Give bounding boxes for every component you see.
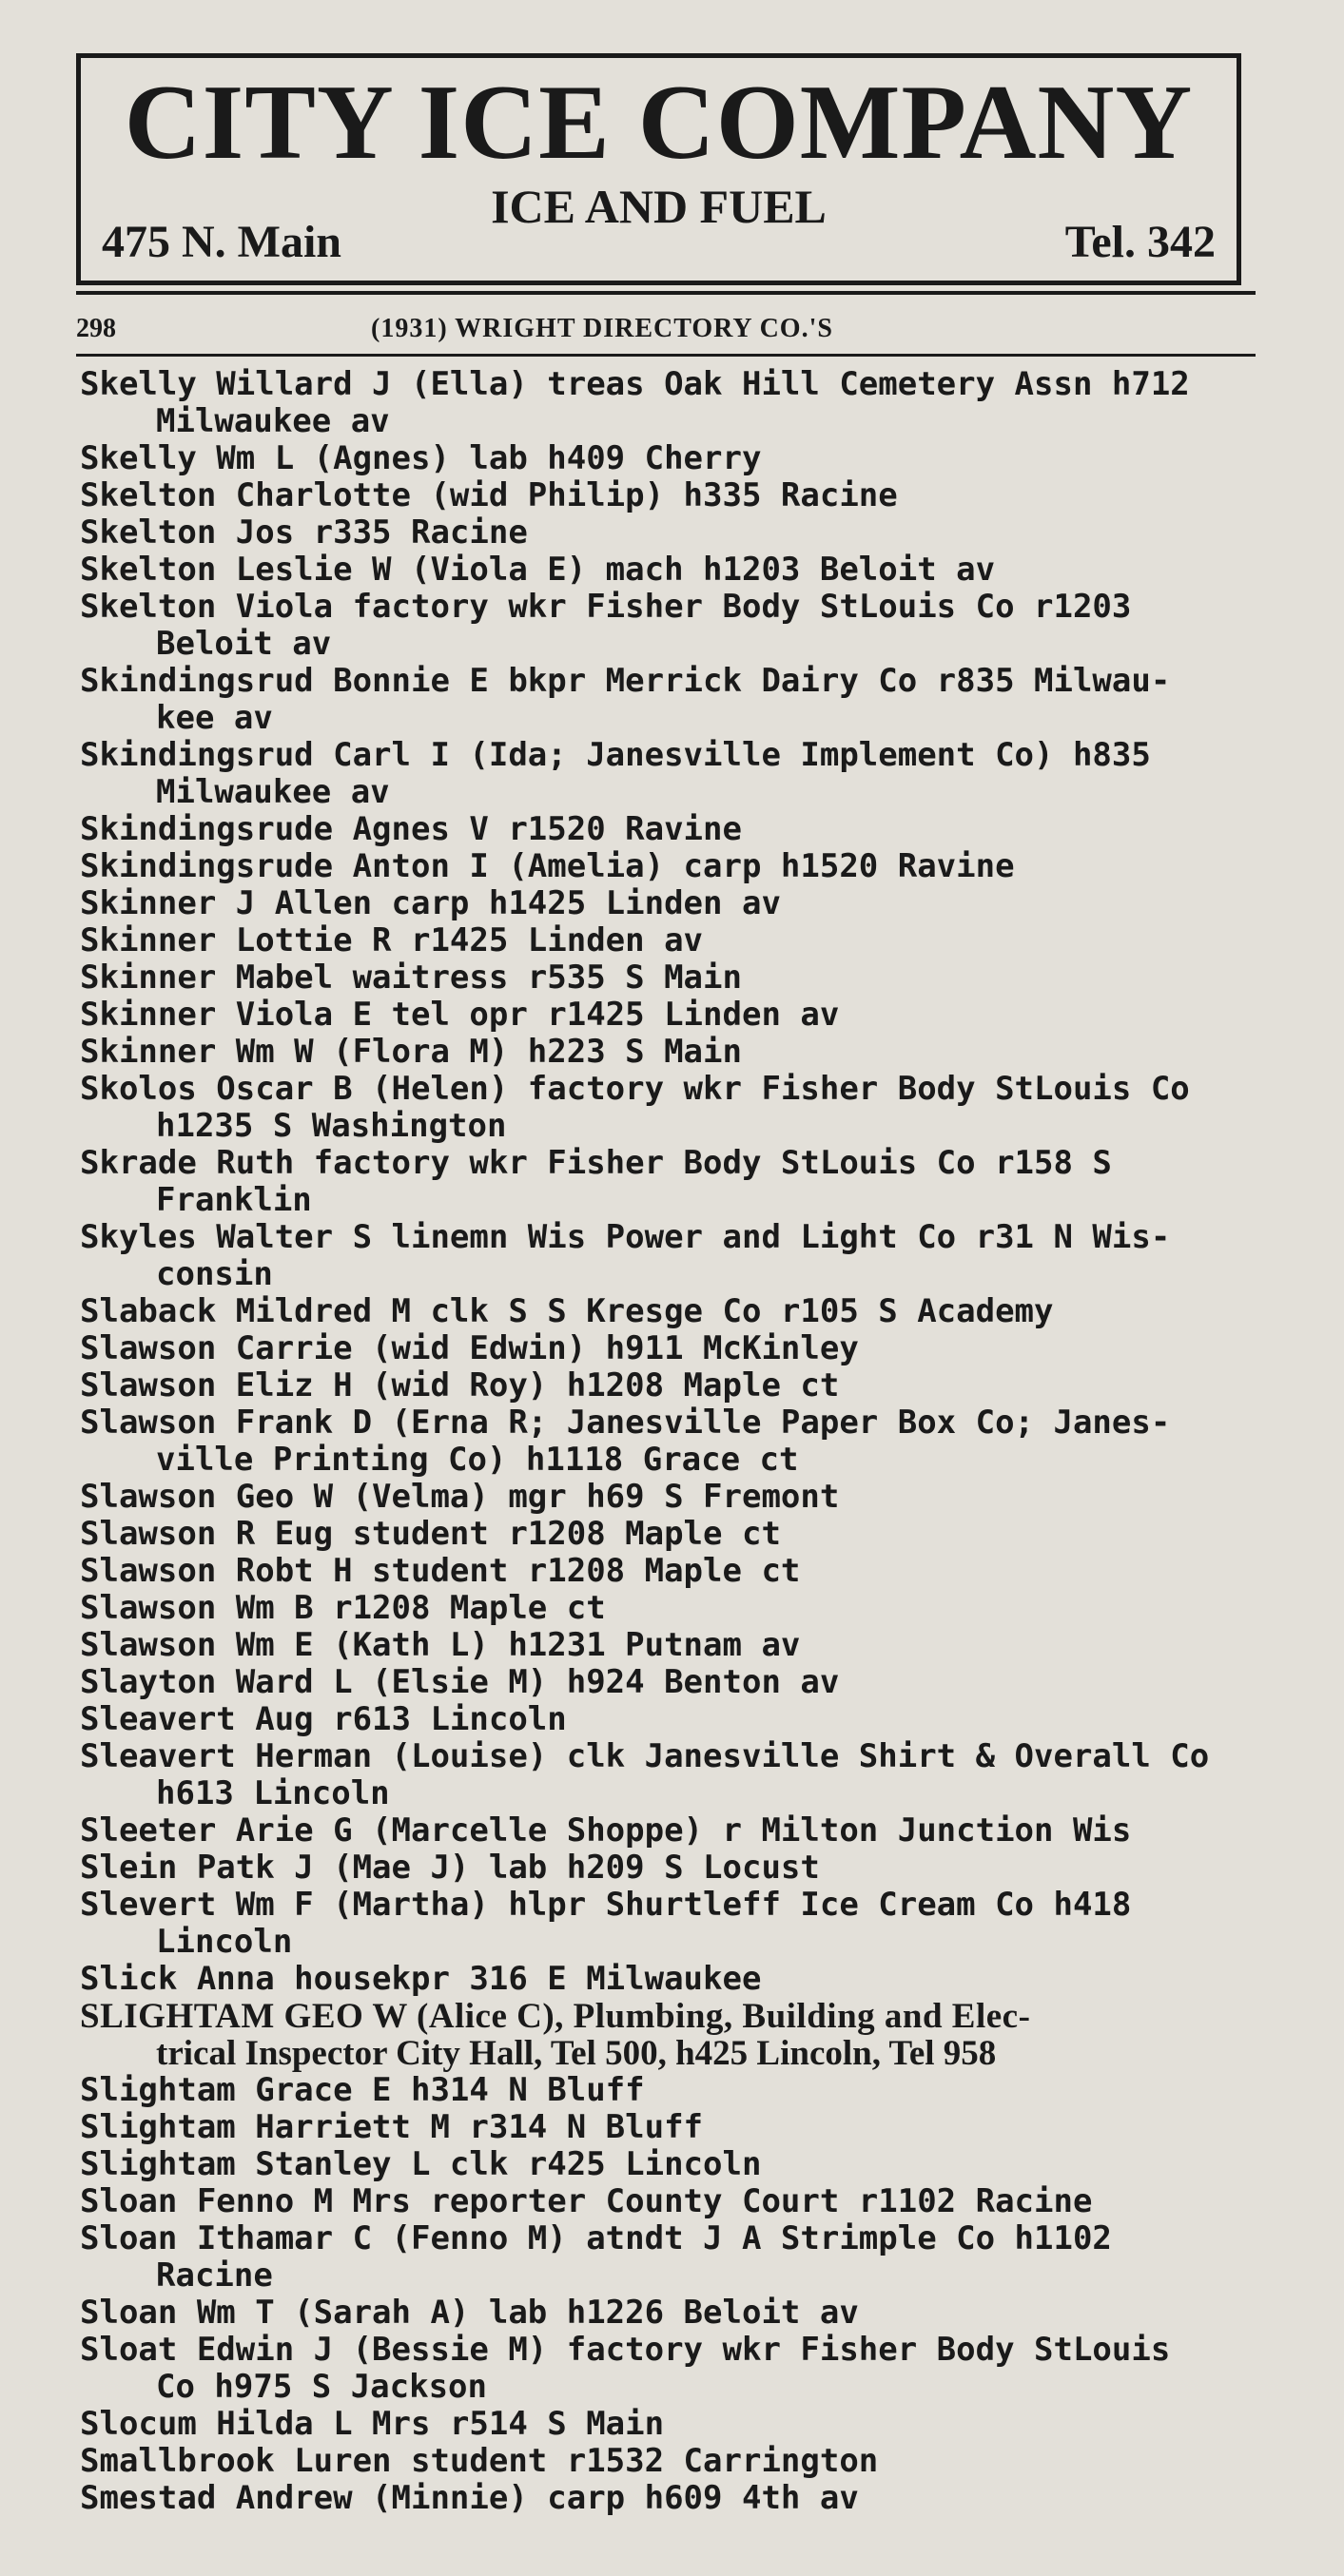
entry-line: Smestad Andrew (Minnie) carp h609 4th av: [80, 2479, 859, 2517]
directory-entry: [80, 1738, 1259, 1812]
entry-line: Skolos Oscar B (Helen) factory wkr Fisher Body StLouis Co: [80, 1070, 1190, 1108]
directory-entry: [80, 1961, 1259, 1998]
directory-entry: [80, 589, 1259, 663]
publisher-line: (1931) WRIGHT DIRECTORY CO.'S: [371, 314, 833, 343]
entry-continuation-line: h613 Lincoln: [156, 1774, 390, 1812]
entry-line: Skinner Lottie R r1425 Linden av: [80, 921, 704, 959]
directory-entry: [80, 959, 1259, 997]
directory-entry: [80, 1850, 1259, 1887]
directory-entry: [80, 1404, 1259, 1479]
directory-entry: [80, 2220, 1259, 2295]
entry-line: Slein Patk J (Mae J) lab h209 S Locust: [80, 1849, 820, 1887]
directory-entry: [80, 1367, 1259, 1404]
entry-continuation-line: Lincoln: [156, 1923, 293, 1961]
entry-line: Sleavert Herman (Louise) clk Janesville Shirt & Overall Co: [80, 1737, 1210, 1775]
entry-line: Slawson Geo W (Velma) mgr h69 S Fremont: [80, 1478, 840, 1516]
entry-continuation-line: Milwaukee av: [156, 773, 390, 811]
entry-line: Skindingsrud Carl I (Ida; Janesville Implement Co) h835: [80, 736, 1151, 774]
directory-entry: [80, 737, 1259, 811]
entry-line: Slick Anna housekpr 316 E Milwaukee: [80, 1960, 762, 1998]
ad-address: 475 N. Main: [102, 217, 341, 267]
entry-line: Slocum Hilda L Mrs r514 S Main: [80, 2405, 665, 2443]
advertisement-box: [76, 53, 1241, 285]
entry-line: Skyles Walter S linemn Wis Power and Light Co r31 N Wis-: [80, 1218, 1171, 1256]
entry-line: Slaback Mildred M clk S S Kresge Co r105 S Academy: [80, 1292, 1054, 1330]
directory-entry: [80, 1219, 1259, 1293]
directory-entry: [80, 1887, 1259, 1961]
entry-line: Smallbrook Luren student r1532 Carrington: [80, 2442, 879, 2480]
entry-line: Slawson R Eug student r1208 Maple ct: [80, 1515, 781, 1553]
directory-entry: [80, 2183, 1259, 2220]
entry-line: Skelly Willard J (Ella) treas Oak Hill Cemetery Assn h712: [80, 365, 1190, 403]
entry-continuation-line: Franklin: [156, 1181, 312, 1219]
entry-line: Slayton Ward L (Elsie M) h924 Benton av: [80, 1663, 840, 1701]
directory-entry: [80, 1330, 1259, 1367]
entry-continuation-line: Racine: [156, 2256, 273, 2295]
ad-company-name: CITY ICE COMPANY: [124, 64, 1194, 182]
entry-line: Slawson Frank D (Erna R; Janesville Paper Box Co; Janes-: [80, 1404, 1171, 1442]
entry-continuation-line: trical Inspector City Hall, Tel 500, h425 Lincoln, Tel 958: [156, 2034, 997, 2073]
directory-entry: [80, 1553, 1259, 1590]
directory-entry: [80, 1516, 1259, 1553]
entry-line: Sleeter Arie G (Marcelle Shoppe) r Milton Junction Wis: [80, 1811, 1132, 1850]
directory-entry: [80, 2406, 1259, 2443]
entry-line: Skindingsrude Anton I (Amelia) carp h1520 Ravine: [80, 847, 1015, 885]
directory-entry: [80, 552, 1259, 589]
entry-line: Skinner Viola E tel opr r1425 Linden av: [80, 996, 840, 1034]
entry-line: Skelton Viola factory wkr Fisher Body StLouis Co r1203: [80, 588, 1132, 626]
header-rule: [76, 291, 1256, 295]
directory-entry: [80, 922, 1259, 959]
running-head-rule: [76, 354, 1256, 357]
directory-entry: [80, 1071, 1259, 1145]
directory-entry: [80, 1479, 1259, 1516]
entry-line: Sloan Fenno M Mrs reporter County Court r1102 Racine: [80, 2182, 1093, 2220]
directory-entry: [80, 663, 1259, 737]
directory-entry: [80, 366, 1259, 440]
directory-entry: [80, 1664, 1259, 1701]
entry-line: Slawson Wm B r1208 Maple ct: [80, 1589, 606, 1627]
entry-line: Slawson Eliz H (wid Roy) h1208 Maple ct: [80, 1366, 840, 1404]
directory-entry: [80, 1812, 1259, 1850]
page-number: 298: [76, 314, 116, 343]
entry-line: Skrade Ruth factory wkr Fisher Body StLouis Co r158 S: [80, 1144, 1112, 1182]
directory-entry: [80, 514, 1259, 552]
directory-entry: [80, 1293, 1259, 1330]
directory-entry: [80, 440, 1259, 477]
directory-entry: [80, 2295, 1259, 2332]
entry-line: SLIGHTAM GEO W (Alice C), Plumbing, Building and Elec-: [80, 1997, 1031, 2036]
directory-entry: [80, 1701, 1259, 1738]
entry-continuation-line: Milwaukee av: [156, 402, 390, 440]
entry-line: Skelly Wm L (Agnes) lab h409 Cherry: [80, 439, 762, 477]
directory-entry: [80, 811, 1259, 848]
entry-line: Slightam Stanley L clk r425 Lincoln: [80, 2145, 762, 2183]
ad-tagline: ICE AND FUEL: [491, 180, 827, 233]
running-head: [76, 306, 1256, 352]
entry-line: Slightam Grace E h314 N Bluff: [80, 2071, 645, 2109]
entry-line: Skinner Mabel waitress r535 S Main: [80, 959, 742, 997]
entry-continuation-line: kee av: [156, 699, 273, 737]
entry-continuation-line: consin: [156, 1255, 273, 1293]
directory-entry: [80, 2109, 1259, 2146]
directory-entry: [80, 997, 1259, 1034]
directory-entry: [80, 2443, 1259, 2480]
entry-line: Slawson Carrie (wid Edwin) h911 McKinley: [80, 1329, 859, 1367]
entry-continuation-line: Co h975 S Jackson: [156, 2368, 487, 2406]
directory-entry: [80, 2072, 1259, 2109]
entry-line: Skinner J Allen carp h1425 Linden av: [80, 884, 781, 922]
directory-entry: [80, 2146, 1259, 2183]
directory-entry: [80, 1590, 1259, 1627]
entry-line: Skindingsrude Agnes V r1520 Ravine: [80, 810, 742, 848]
entry-continuation-line: ville Printing Co) h1118 Grace ct: [156, 1441, 799, 1479]
entry-line: Skindingsrud Bonnie E bkpr Merrick Dairy Co r835 Milwau-: [80, 662, 1171, 700]
directory-entry: [80, 477, 1259, 514]
entry-continuation-line: Beloit av: [156, 625, 332, 663]
directory-entry: [80, 885, 1259, 922]
directory-entries: [80, 366, 1259, 2517]
entry-line: Sleavert Aug r613 Lincoln: [80, 1700, 567, 1738]
entry-line: Slawson Wm E (Kath L) h1231 Putnam av: [80, 1626, 801, 1664]
directory-entry: [80, 2480, 1259, 2517]
directory-entry: [80, 1034, 1259, 1071]
entry-line: Skelton Leslie W (Viola E) mach h1203 Beloit av: [80, 551, 996, 589]
featured-listing: [80, 1998, 1259, 2072]
entry-line: Sloan Wm T (Sarah A) lab h1226 Beloit av: [80, 2294, 859, 2332]
directory-entry: [80, 1145, 1259, 1219]
directory-entry: [80, 1627, 1259, 1664]
entry-line: Slevert Wm F (Martha) hlpr Shurtleff Ice Cream Co h418: [80, 1886, 1132, 1924]
entry-line: Skelton Jos r335 Racine: [80, 513, 528, 552]
entry-line: Sloan Ithamar C (Fenno M) atndt J A Strimple Co h1102: [80, 2219, 1112, 2257]
directory-entry: [80, 848, 1259, 885]
entry-line: Skelton Charlotte (wid Philip) h335 Racine: [80, 476, 898, 514]
directory-entry: [80, 2332, 1259, 2406]
entry-line: Slawson Robt H student r1208 Maple ct: [80, 1552, 801, 1590]
entry-line: Slightam Harriett M r314 N Bluff: [80, 2108, 704, 2146]
entry-line: Sloat Edwin J (Bessie M) factory wkr Fisher Body StLouis: [80, 2331, 1171, 2369]
ad-telephone: Tel. 342: [1064, 217, 1216, 267]
entry-continuation-line: h1235 S Washington: [156, 1107, 507, 1145]
entry-line: Skinner Wm W (Flora M) h223 S Main: [80, 1033, 742, 1071]
